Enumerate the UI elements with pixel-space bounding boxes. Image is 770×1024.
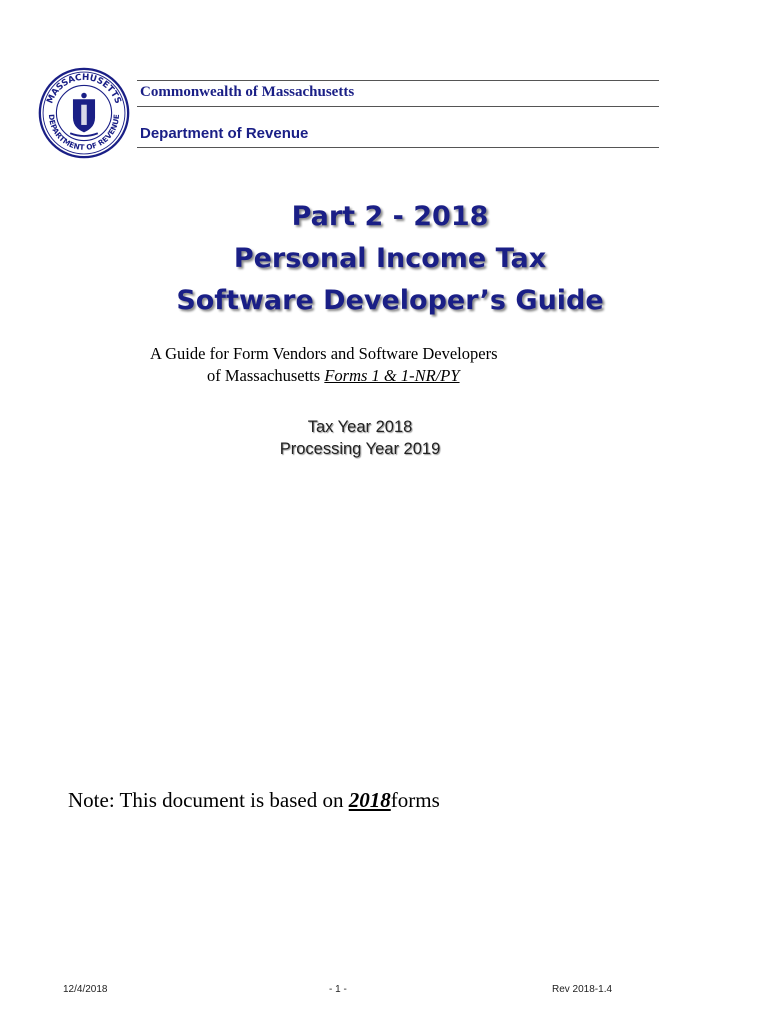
note-prefix: Note: This document is based on [68,788,349,812]
tax-year: Tax Year 2018 [307,418,413,436]
footer-revision: Rev 2018-1.4 [552,984,613,995]
note-suffix: forms [390,788,440,812]
massachusetts-seal-logo [38,67,130,159]
header-rule-middle [137,106,659,107]
svg-text:MASSACHUSETTS: MASSACHUSETTS [45,72,123,106]
subtitle-line-2 [207,366,460,386]
commonwealth-heading: Commonwealth of Massachusetts [140,84,355,100]
footer-page-number: - 1 - [329,984,347,995]
forms-reference: Forms 1 & 1-NR/PY [324,366,460,385]
header-rule-bottom [137,147,659,148]
title-line-3: Software Developer’s Guide [176,285,604,316]
title-line-2: Personal Income Tax [233,243,547,274]
note-text [68,788,440,813]
subtitle-prefix: of Massachusetts [207,366,325,385]
department-heading: Department of Revenue [140,125,309,142]
subtitle-line-1: A Guide for Form Vendors and Software Developers [150,344,498,363]
title-line-1: Part 2 - 2018 [291,201,489,232]
note-year: 2018 [348,788,391,812]
footer-date: 12/4/2018 [63,984,108,995]
processing-year: Processing Year 2019 [279,440,441,458]
header-rule-top [137,80,659,81]
svg-text:DEPARTMENT OF REVENUE: DEPARTMENT OF REVENUE [46,113,122,152]
